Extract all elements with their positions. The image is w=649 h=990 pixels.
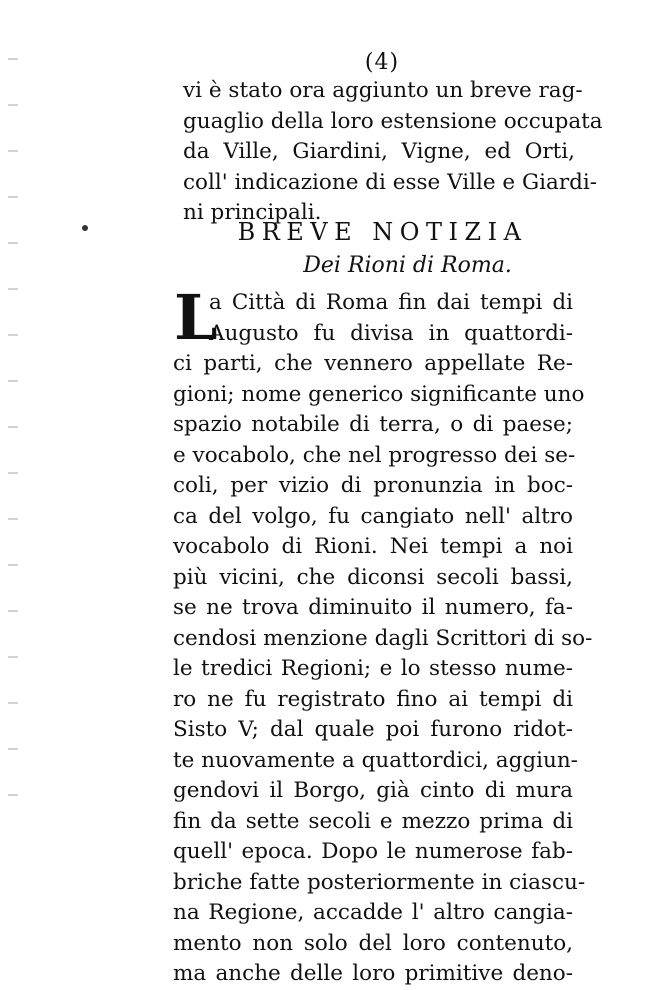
body-line: Augusto fu divisa in quattordi- — [209, 320, 573, 346]
intro-line: da Ville, Giardini, Vigne, ed Orti, — [183, 139, 575, 164]
body-line: spazio notabile di terra, o di paese; — [173, 412, 573, 437]
ink-speck — [82, 225, 88, 231]
intro-line: vi è stato ora aggiunto un breve rag- — [183, 78, 583, 103]
body-line: cendosi menzione dagli Scrittori di so- — [173, 625, 593, 651]
body-line: Sisto V; dal quale poi furono ridot- — [173, 717, 573, 742]
body-line: te nuovamente a quattordici, aggiun- — [173, 747, 578, 773]
body-line: vocabolo di Rioni. Nei tempi a noi — [173, 534, 573, 559]
body-line: a Città di Roma fin dai tempi di — [209, 290, 573, 315]
body-line: coli, per vizio di pronunzia in boc- — [173, 473, 573, 498]
body-line: na Regione, accadde l' altro cangia- — [173, 900, 573, 925]
page-number: (4) — [364, 50, 400, 75]
intro-paragraph — [183, 76, 603, 229]
body-line: le tredici Regioni; e lo stesso nume- — [173, 656, 573, 681]
intro-line: ni principali. — [183, 200, 322, 225]
body-line: briche fatte posteriormente in ciascu- — [173, 869, 586, 895]
body-line: ma anche delle loro primitive deno- — [173, 961, 573, 986]
body-line: fin da sette secoli e mezzo prima di — [173, 808, 573, 834]
binding-edge — [8, 40, 18, 800]
body-line: ca del volgo, fu cangiato nell' altro — [173, 503, 573, 529]
body-line: mento non solo del loro contenuto, — [173, 930, 573, 956]
body-line: gioni; nome generico significante uno — [173, 381, 585, 407]
section-heading: BREVE NOTIZIA — [237, 218, 528, 246]
body-line: più vicini, che diconsi secoli bassi, — [173, 564, 573, 590]
drop-cap: L — [174, 281, 218, 354]
body-line: e vocabolo, che nel progresso dei se- — [173, 442, 576, 468]
body-line: ci parti, che vennero appellate Re- — [173, 351, 573, 376]
body-paragraph — [173, 281, 593, 990]
body-line: ro ne fu registrato fino ai tempi di — [173, 686, 573, 712]
intro-line: guaglio della loro estensione occupata — [183, 108, 603, 134]
body-line: gendovi il Borgo, già cinto di mura — [173, 778, 573, 803]
body-line: quell' epoca. Dopo le numerose fab- — [173, 839, 573, 864]
body-line: se ne trova diminuito il numero, fa- — [173, 595, 573, 620]
section-subheading: Dei Rioni di Roma. — [303, 253, 512, 278]
intro-line: coll' indicazione di esse Ville e Giardi- — [183, 169, 598, 195]
